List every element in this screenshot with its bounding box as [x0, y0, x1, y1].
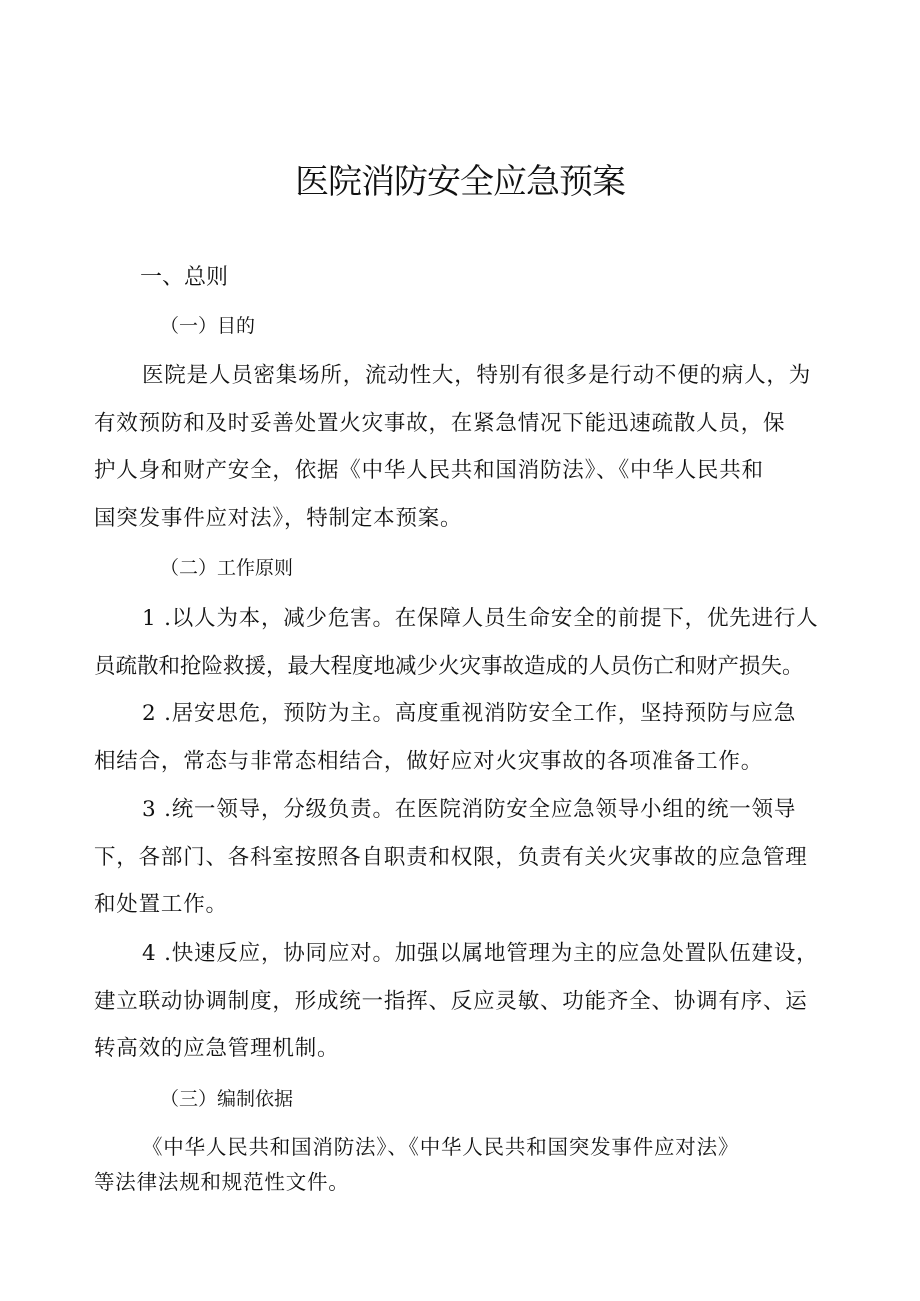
principle-1-line-2: 员疏散和抢险救援，最大程度地减少火灾事故造成的人员伤亡和财产损失。	[94, 653, 804, 679]
purpose-line-3: 护人身和财产安全，依据《中华人民共和国消防法》、《中华人民共和	[94, 458, 764, 483]
principle-3-line-1: 3 .统一领导，分级负责。在医院消防安全应急领导小组的统一领导	[142, 797, 797, 822]
principle-item-3	[94, 786, 838, 929]
principle-item-4	[94, 930, 838, 1073]
purpose-line-1: 医院是人员密集场所，流动性大，特别有很多是行动不便的病人，为	[142, 363, 812, 388]
basis-line-2: 等法律法规和规范性文件。	[94, 1170, 350, 1194]
basis-line-1: 《中华人民共和国消防法》、《中华人民共和国突发事件应对法》	[142, 1135, 740, 1159]
purpose-line-4: 国突发事件应对法》，特制定本预案。	[94, 505, 463, 531]
document-title: 医院消防安全应急预案	[295, 162, 625, 202]
purpose-paragraph	[94, 352, 838, 542]
principle-item-2	[94, 690, 838, 785]
principle-1-line-1: 1 .以人为本，减少危害。在保障人员生命安全的前提下，优先进行人	[142, 606, 819, 631]
basis-paragraph	[94, 1127, 838, 1197]
principle-3-line-2: 下，各部门、各科室按照各自职责和权限，负责有关火灾事故的应急管理	[94, 844, 808, 870]
purpose-line-2: 有效预防和及时妥善处置火灾事故，在紧急情况下能迅速疏散人员，保	[94, 410, 786, 436]
subsection-heading-principles: （二）工作原则	[160, 557, 294, 579]
principle-3-line-3: 和处置工作。	[94, 892, 228, 917]
principle-4-line-2: 建立联动协调制度，形成统一指挥、反应灵敏、功能齐全、协调有序、运	[94, 988, 808, 1014]
principle-2-line-1: 2 .居安思危，预防为主。高度重视消防安全工作，坚持预防与应急	[142, 701, 797, 726]
principle-item-1	[94, 595, 838, 690]
principle-4-line-3: 转高效的应急管理机制。	[94, 1036, 340, 1061]
subsection-heading-basis: （三）编制依据	[160, 1088, 294, 1110]
principle-4-line-1: 4 .快速反应，协同应对。加强以属地管理为主的应急处置队伍建设，	[142, 941, 819, 966]
principle-2-line-2: 相结合，常态与非常态相结合，做好应对火灾事故的各项准备工作。	[94, 748, 764, 774]
subsection-heading-purpose: （一）目的	[160, 315, 256, 337]
section-heading-general: 一、总则	[140, 265, 229, 290]
